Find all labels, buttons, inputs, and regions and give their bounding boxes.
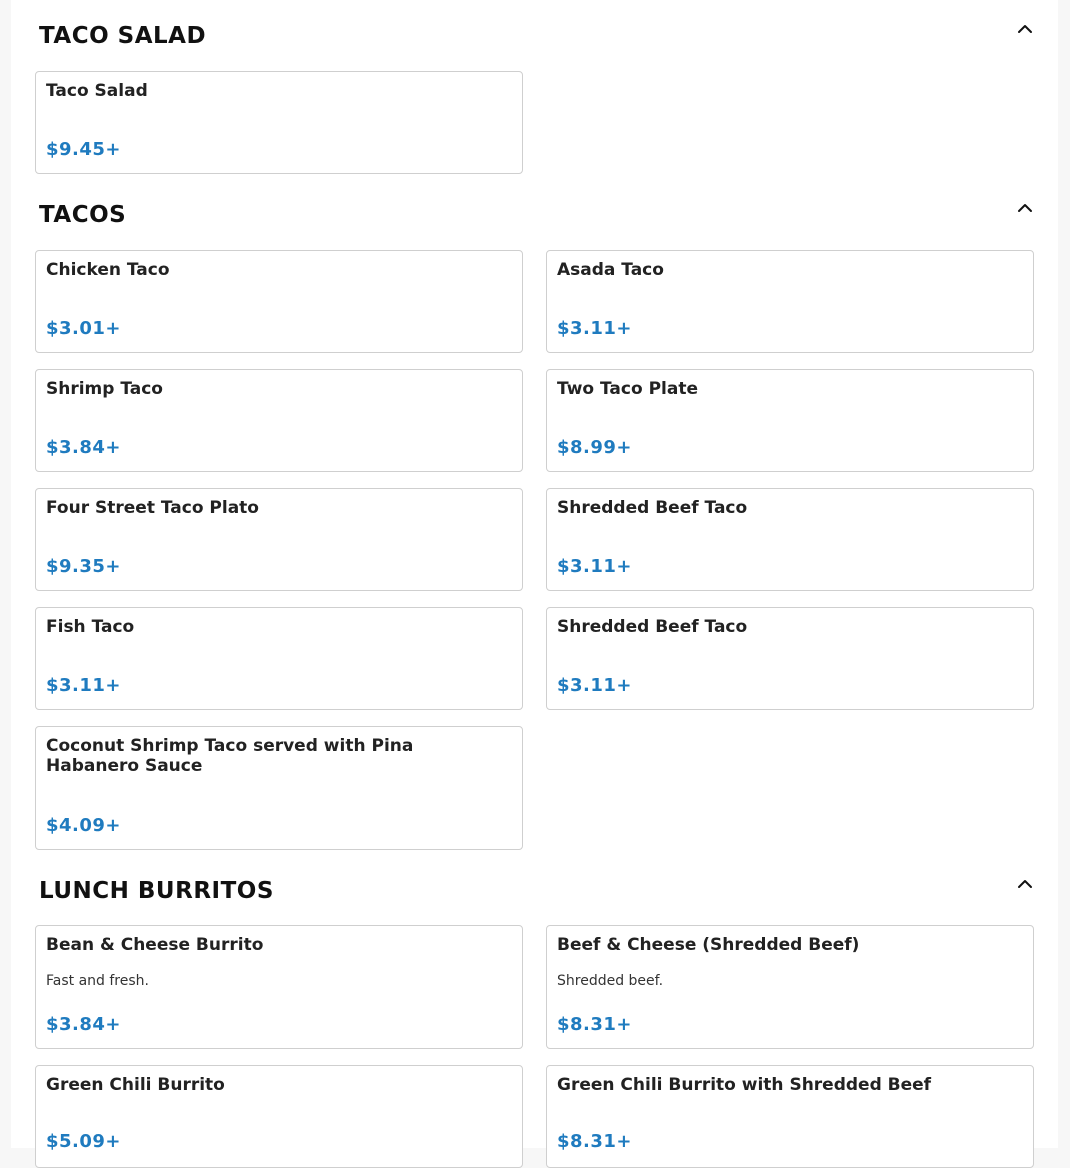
item-name: Taco Salad [46,81,148,101]
item-price: $8.99+ [557,437,633,458]
item-price: $3.84+ [46,1014,122,1035]
menu-item-card[interactable] [35,726,523,850]
menu-item-card[interactable] [35,369,523,472]
item-price: $8.31+ [557,1014,633,1035]
item-price: $3.11+ [46,675,122,696]
item-name: Shrimp Taco [46,379,163,399]
item-price: $3.11+ [557,556,633,577]
menu-item-card[interactable] [35,250,523,353]
section-title: TACO SALAD [39,23,207,49]
item-name: Chicken Taco [46,260,170,280]
section-title: LUNCH BURRITOS [39,878,274,904]
chevron-up-icon[interactable] [1016,875,1034,893]
menu-item-card[interactable] [35,1065,523,1168]
item-price: $3.11+ [557,675,633,696]
item-name: Coconut Shrimp Taco served with Pina Habanero Sauce [46,736,414,776]
section-title: TACOS [39,202,127,228]
menu-item-card[interactable] [546,925,1034,1049]
item-name: Two Taco Plate [557,379,698,399]
chevron-up-icon[interactable] [1016,199,1034,217]
item-description: Shredded beef. [557,973,664,989]
menu-item-card[interactable] [35,71,523,174]
item-name: Shredded Beef Taco [557,617,748,637]
menu-panel [11,0,1058,1152]
menu-item-card[interactable] [35,607,523,710]
item-name: Green Chili Burrito with Shredded Beef [557,1075,932,1095]
item-name: Green Chili Burrito [46,1075,225,1095]
menu-item-card[interactable] [35,488,523,591]
item-price: $9.35+ [46,556,122,577]
menu-item-card[interactable] [546,250,1034,353]
menu-item-card[interactable] [546,1065,1034,1168]
item-name: Bean & Cheese Burrito [46,935,264,955]
item-name: Beef & Cheese (Shredded Beef) [557,935,860,955]
item-description: Fast and fresh. [46,973,149,989]
item-name: Shredded Beef Taco [557,498,748,518]
item-price: $5.09+ [46,1131,122,1152]
item-price: $8.31+ [557,1131,633,1152]
item-price: $3.84+ [46,437,122,458]
item-price: $3.11+ [557,318,633,339]
menu-item-card[interactable] [546,607,1034,710]
menu-item-card[interactable] [546,369,1034,472]
menu-item-card[interactable] [546,488,1034,591]
item-price: $9.45+ [46,139,122,160]
item-name: Asada Taco [557,260,664,280]
menu-item-card[interactable] [35,925,523,1049]
item-price: $3.01+ [46,318,122,339]
item-name: Four Street Taco Plato [46,498,259,518]
item-name: Fish Taco [46,617,135,637]
item-price: $4.09+ [46,815,122,836]
chevron-up-icon[interactable] [1016,20,1034,38]
